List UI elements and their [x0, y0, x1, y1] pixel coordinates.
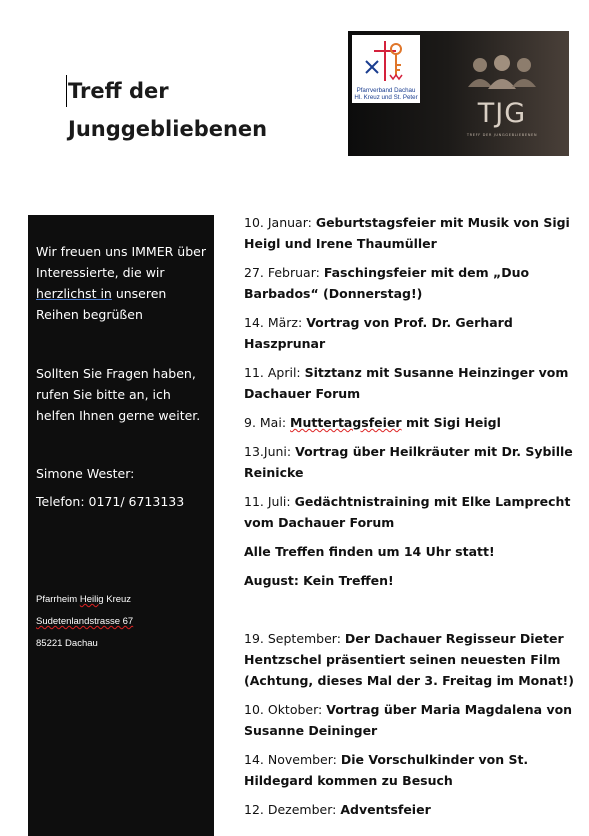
- info-sidebar: [28, 215, 214, 836]
- tjg-tagline: TREFF DER JUNGGEBLIEBENEN: [466, 133, 538, 137]
- welcome-text: Wir freuen uns IMMER über Interessierte, die wir herzlichst in unseren Reihen begrüßen: [36, 244, 206, 322]
- questions-text: Sollten Sie Fragen haben, rufen Sie bitte an, ich helfen Ihnen gerne weiter.: [36, 366, 201, 423]
- event-item: 11. Juli: Gedächtnistraining mit Elke Lamprecht vom Dachauer Forum: [244, 494, 571, 530]
- people-group-icon: [460, 55, 544, 99]
- event-item: 10. Januar: Geburtstagsfeier mit Musik von Sigi Heigl und Irene Thaumüller: [244, 215, 570, 251]
- address-line-2: Sudetenlandstrasse 67: [36, 616, 134, 627]
- parish-cross-icon: [352, 35, 420, 87]
- event-item: 10. Oktober: Vortrag über Maria Magdalena von Susanne Deininger: [244, 702, 573, 738]
- event-item: 9. Mai: Muttertagsfeier mit Sigi Heigl: [244, 415, 501, 430]
- page-title: [68, 72, 267, 148]
- event-item: 14. März: Vortrag von Prof. Dr. Gerhard Haszprunar: [244, 315, 513, 351]
- time-note: Alle Treffen finden um 14 Uhr statt!: [244, 544, 495, 559]
- title-line-1: Treff der: [68, 79, 169, 103]
- tjg-wordmark: TJG: [477, 98, 527, 129]
- event-item: 11. April: Sitztanz mit Susanne Heinzinger vom Dachauer Forum: [244, 365, 569, 401]
- parish-logo: [352, 35, 420, 103]
- event-item: 12. Dezember: Adventsfeier: [244, 802, 431, 817]
- event-item: 14. November: Die Vorschulkinder von St. Hildegard kommen zu Besuch: [244, 752, 529, 788]
- tjg-logo: [460, 55, 544, 155]
- event-item: 19. September: Der Dachauer Regisseur Dieter Hentzschel präsentiert seinen neuesten Film (Achtung, dieses Mal der 3. Freitag im Monat!): [244, 631, 574, 688]
- contact-phone: Telefon: 0171/ 6713133: [36, 494, 185, 509]
- text-cursor: [66, 75, 67, 107]
- address-line-3: 85221 Dachau: [36, 638, 98, 649]
- parish-name: Pfarrverband Dachau Hl. Kreuz und St. Peter: [354, 87, 418, 101]
- contact-name: Simone Wester:: [36, 466, 135, 481]
- address-line-1: Pfarrheim Heilig Kreuz: [36, 594, 132, 605]
- title-line-2: Junggebliebenen: [68, 117, 268, 141]
- event-item: 13.Juni: Vortrag über Heilkräuter mit Dr. Sybille Reinicke: [244, 444, 573, 480]
- event-item: 27. Februar: Faschingsfeier mit dem „Duo Barbados“ (Donnerstag!): [244, 265, 530, 301]
- highlighted-phrase: herzlichst in: [36, 286, 112, 301]
- event-list: [244, 212, 579, 820]
- august-note: August: Kein Treffen!: [244, 573, 394, 588]
- logo-banner: [348, 31, 569, 156]
